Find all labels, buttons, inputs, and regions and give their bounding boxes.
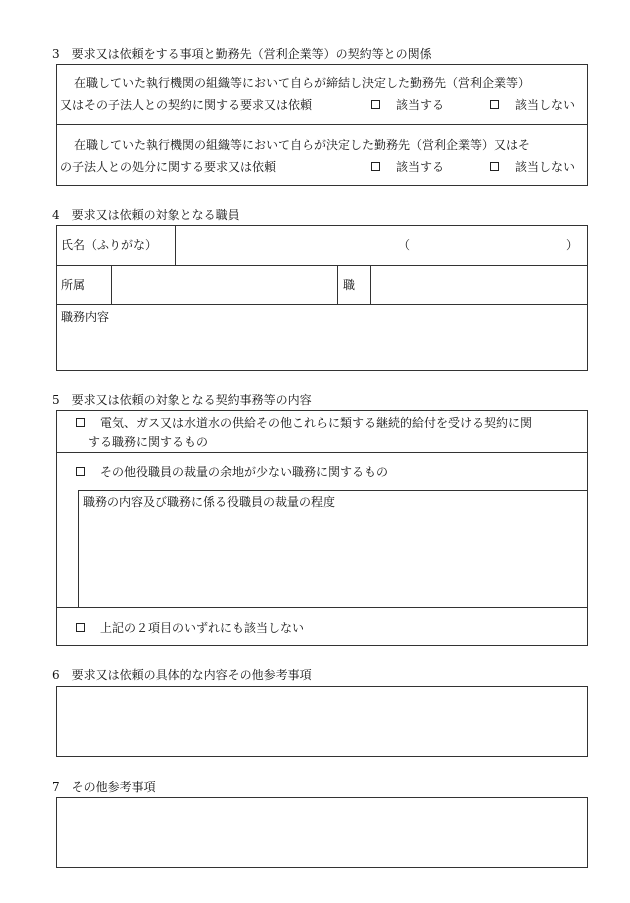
section4-name-label: 氏名（ふりがな）	[61, 238, 158, 252]
section4-name-col-divider	[175, 225, 176, 265]
section3-heading: 3 要求又は依頼をする事項と勤務先（営利企業等）の契約等との関係	[52, 47, 432, 61]
section3-row1-yes-label: 該当する	[396, 98, 445, 112]
section5-item3-checkbox[interactable]	[76, 623, 85, 632]
section5-item2-detail-label: 職務の内容及び職務に係る役職員の裁量の程度	[83, 495, 336, 509]
section6-textbox[interactable]	[56, 686, 588, 757]
section5-item1-line2: する職務に関するもの	[88, 435, 209, 449]
section4-position-col-divider-2	[370, 265, 371, 304]
section4-name-paren-open: （	[398, 238, 411, 252]
section5-item2-checkbox[interactable]	[76, 467, 85, 476]
section6-heading: 6 要求又は依頼の具体的な内容その他参考事項	[52, 668, 312, 682]
section4-name-paren-close: ）	[566, 238, 579, 252]
section4-affiliation-label: 所属	[61, 278, 86, 292]
section5-divider-3	[56, 607, 588, 608]
section5-detail-left-border	[78, 490, 79, 607]
section5-divider-1	[56, 452, 588, 453]
section3-row2-line2: の子法人との処分に関する要求又は依頼	[60, 160, 277, 174]
section3-row1-no-checkbox[interactable]	[490, 100, 499, 109]
section3-row1-no-label: 該当しない	[515, 98, 576, 112]
section4-heading: 4 要求又は依頼の対象となる職員	[52, 208, 240, 222]
section5-item3-label: 上記の２項目のいずれにも該当しない	[100, 621, 305, 635]
section4-position-col-divider-1	[337, 265, 338, 304]
section3-row2-yes-label: 該当する	[396, 160, 445, 174]
section4-divider-2	[56, 304, 588, 305]
section3-row2-no-checkbox[interactable]	[490, 162, 499, 171]
section5-item1-checkbox[interactable]	[76, 418, 85, 427]
section5-item2-label: その他役職員の裁量の余地が少ない職務に関するもの	[100, 465, 389, 479]
section7-heading: 7 その他参考事項	[52, 780, 156, 794]
section4-duties-label: 職務内容	[61, 310, 110, 324]
section3-row-divider	[56, 124, 588, 125]
section4-position-label: 職	[343, 278, 356, 292]
section3-row2-yes-checkbox[interactable]	[371, 162, 380, 171]
section5-heading: 5 要求又は依頼の対象となる契約事務等の内容	[52, 393, 312, 407]
section3-row2-no-label: 該当しない	[515, 160, 576, 174]
section3-row2-line1: 在職していた執行機関の組織等において自らが決定した勤務先（営利企業等）又はそ	[74, 138, 531, 152]
section4-affiliation-col-divider	[111, 265, 112, 304]
section5-divider-2	[78, 490, 588, 491]
section3-row1-line1: 在職していた執行機関の組織等において自らが締結し決定した勤務先（営利企業等）	[74, 76, 531, 90]
section4-divider-1	[56, 265, 588, 266]
section7-textbox[interactable]	[56, 797, 588, 868]
section3-row1-line2: 又はその子法人との契約に関する要求又は依頼	[60, 98, 313, 112]
section5-item1-line1: 電気、ガス又は水道水の供給その他これらに類する継続的給付を受ける契約に関	[100, 416, 533, 430]
section3-row1-yes-checkbox[interactable]	[371, 100, 380, 109]
